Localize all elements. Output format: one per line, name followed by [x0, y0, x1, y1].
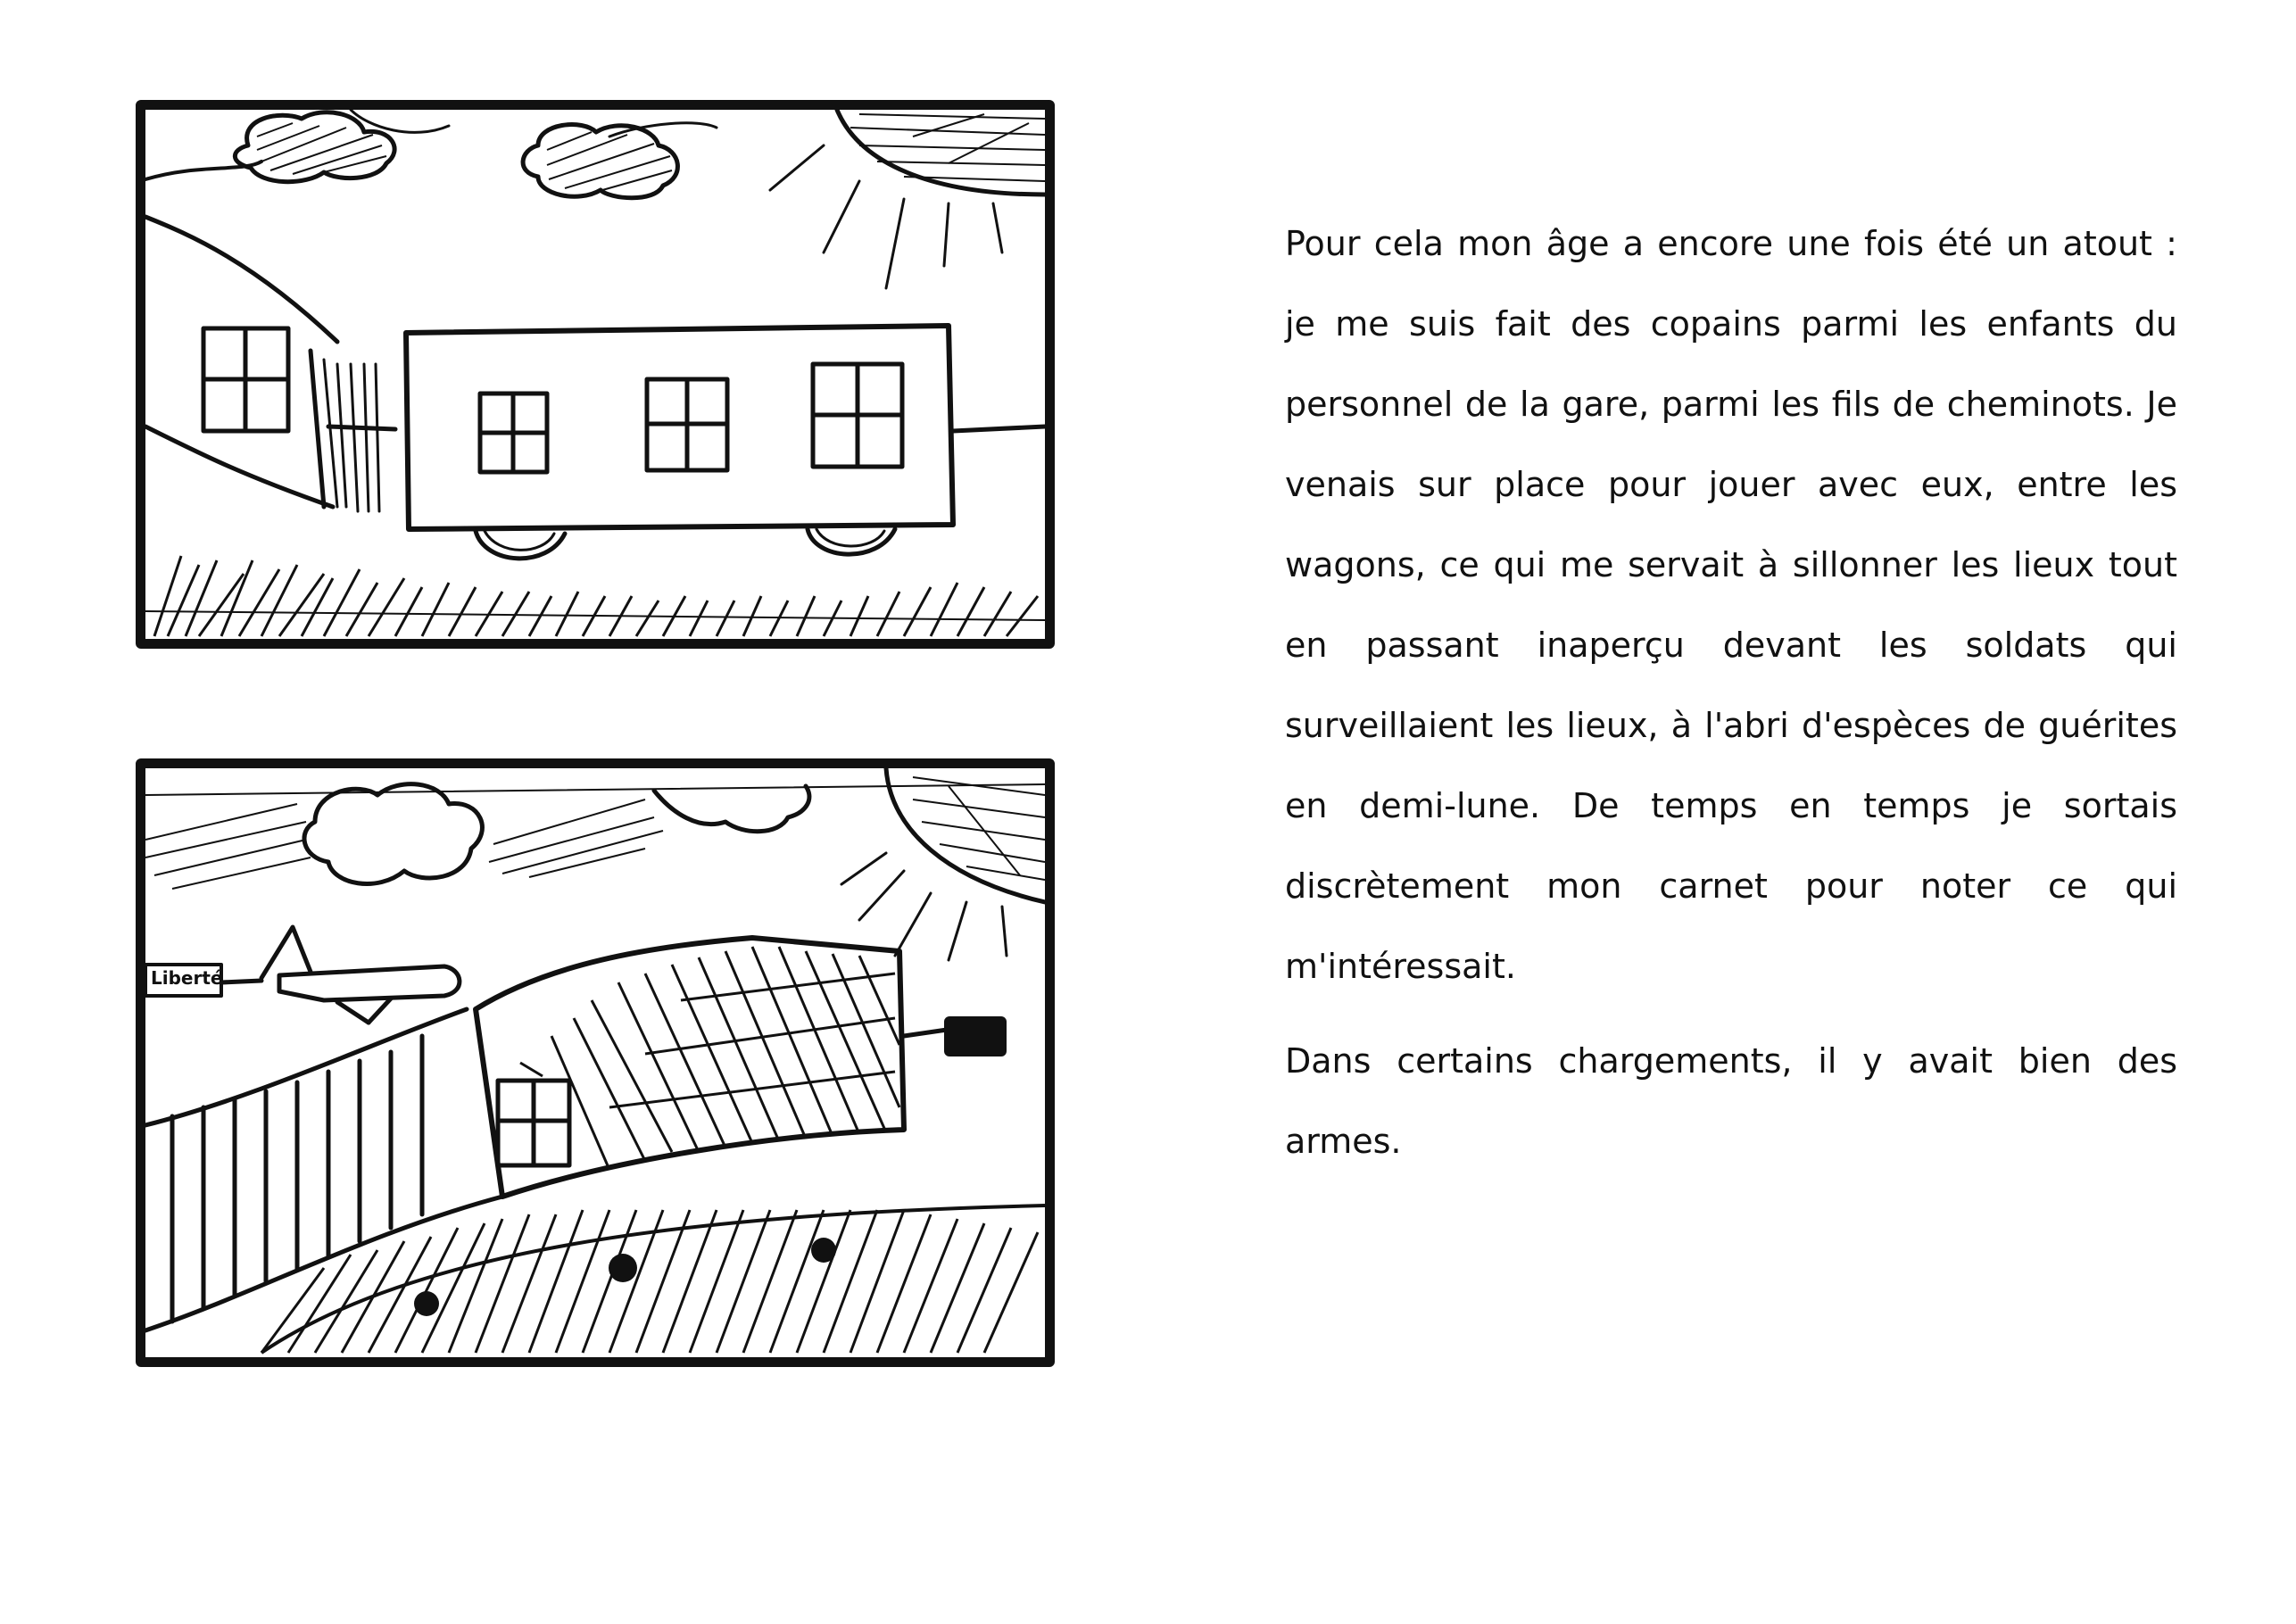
story-text — [1285, 203, 2177, 1196]
liberte-sign-text: Liberté — [151, 967, 223, 989]
paragraph-1: Pour cela mon âge a encore une fois été un atout : je me suis fait des copains parmi les enfants du personnel de la gare, parmi les fils de cheminots. Je venais sur place pour jouer avec eux, entre les wagons, ce qui me servait à sillonner les lieux tout en passant inaperçu devant les soldats qui surveillaient les lieux, à l'abri d'espèces de guérites en demi-lune. De temps en temps je sortais discrètement mon carnet pour noter ce qui m'intéressait. — [1285, 224, 2177, 986]
paragraph-2: Dans certains chargements, il y avait bien des armes. — [1285, 1041, 2177, 1161]
illustration-train-wagon — [136, 100, 1055, 649]
drawing-train-wagon — [145, 110, 1045, 639]
drawing-station-scene — [145, 768, 1045, 1357]
illustration-station-scene — [136, 758, 1055, 1367]
